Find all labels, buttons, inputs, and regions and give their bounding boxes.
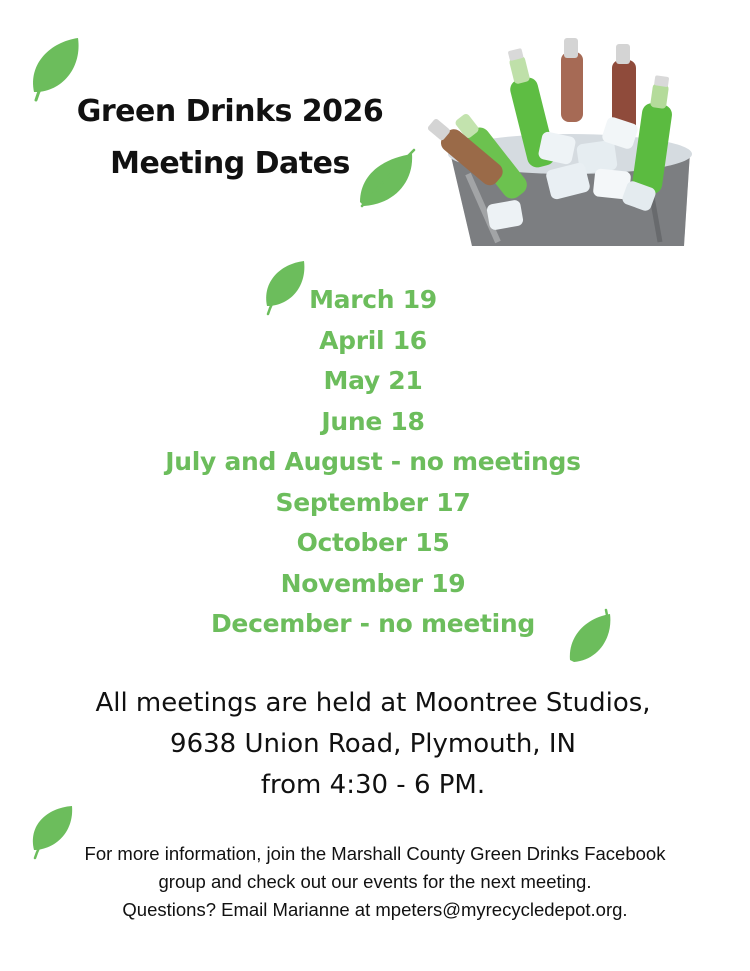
venue-line-1: All meetings are held at Moontree Studios, [95, 688, 651, 718]
date-item: October 15 [296, 528, 450, 557]
title-line-2: Meeting Dates [110, 146, 350, 181]
page-title [40, 86, 420, 190]
contact-line: Questions? Email Marianne at mpeters@myrecycledepot.org. [122, 899, 628, 920]
date-item: June 18 [321, 406, 425, 436]
more-info [0, 840, 750, 924]
title-line-1: Green Drinks 2026 [76, 94, 384, 129]
info-line-2: group and check out our events for the next meeting. [158, 871, 592, 892]
date-item: July and August - no meetings [165, 447, 581, 476]
date-item: April 16 [319, 325, 427, 355]
date-item: September 17 [275, 487, 471, 517]
date-item: March 19 [309, 285, 437, 314]
meeting-dates-list [0, 280, 746, 645]
date-item: May 21 [323, 366, 423, 395]
drinks-bucket-illustration [428, 34, 713, 250]
date-item: November 19 [280, 568, 466, 598]
venue-address: 9638 Union Road, Plymouth, IN [170, 729, 576, 759]
date-item: December - no meeting [210, 609, 536, 638]
venue-time: from 4:30 - 6 PM. [260, 770, 486, 800]
venue-details [0, 683, 746, 806]
info-line-1: For more information, join the Marshall County Green Drinks Facebook [84, 843, 666, 864]
